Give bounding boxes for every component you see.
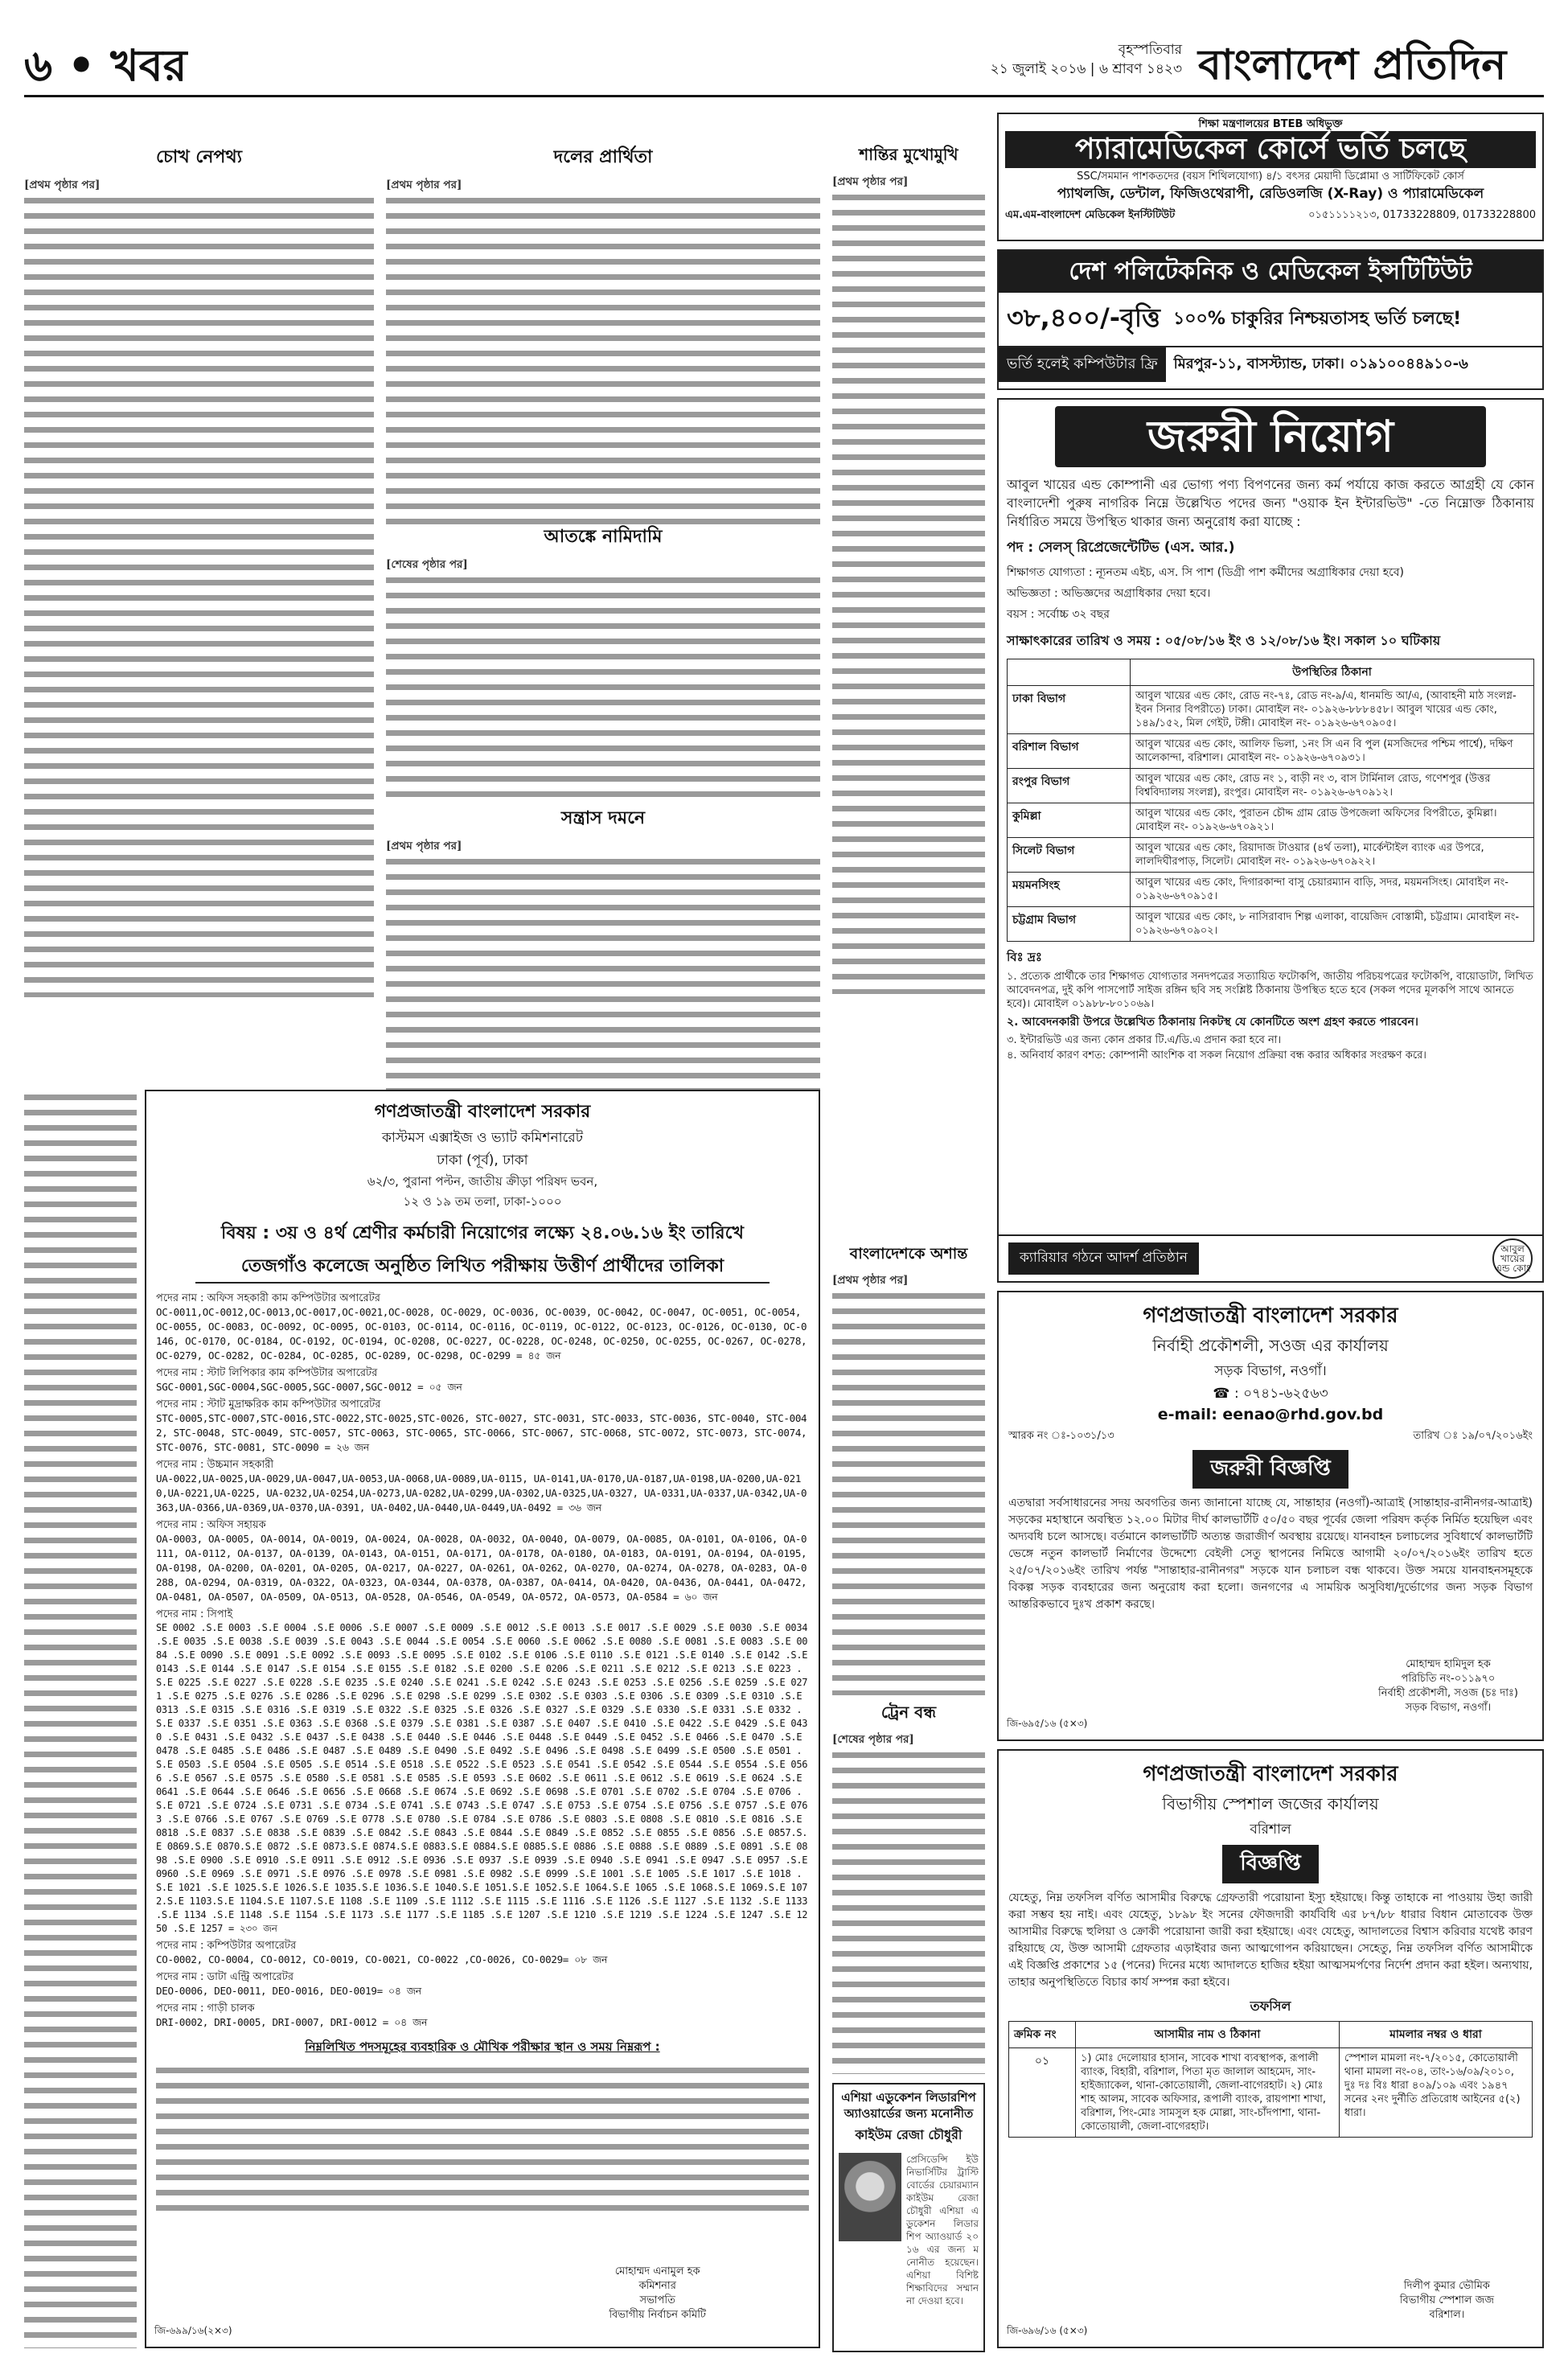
notice-govt-title: গণপ্রজাতন্ত্রী বাংলাদেশ সরকার [1143, 1762, 1398, 1786]
header-rule [24, 95, 1544, 97]
article-title: আতঙ্কে নামিদামি [544, 526, 663, 547]
signer-place: সড়ক বিভাগ, নওগাঁ। [1405, 1702, 1492, 1714]
article-lead: [প্রথম পৃষ্ঠার পর] [832, 1274, 909, 1287]
article-train-bondho [832, 1701, 985, 2071]
article-chokh-nepothyo [24, 143, 374, 1084]
accused-table [1008, 2021, 1533, 2138]
table-row [1008, 907, 1534, 942]
table-row [1008, 734, 1534, 769]
signer-title: নির্বাহী প্রকৌশলী, সওজ (চঃ দাঃ) [1378, 1687, 1518, 1699]
division-address: আবুল খায়ের এন্ড কোং, আলিফ ভিলা, ১নং সি এন বি পুল (মসজিদের পশ্চিম পার্শ্বে), দক্ষিণ আলেকান্দা, বরিশাল। মোবাইল নং- ০১৯২৬-৬৭০৯৩১। [1131, 734, 1534, 769]
notice-subject-2: তেজগাঁও কলেজে অনুষ্ঠিত লিখিত পরীক্ষায় উত্তীর্ণ প্রার্থীদের তালিকা [195, 1252, 770, 1284]
article-lead: [প্রথম পৃষ্ঠার পর] [386, 840, 462, 852]
article-lead: [প্রথম পৃষ্ঠার পর] [24, 179, 101, 191]
customs-notice [145, 1090, 820, 2348]
article-shantir-mukhomukhi [832, 143, 985, 1132]
post-name: পদের নাম : সিপাই [156, 1608, 233, 1620]
serial-no: ০১ [1009, 2048, 1076, 2138]
paramedical-sub: SSC/সমমান পাশকতদের (বয়স শিথিলযোগ্য) ৪/১ বৎসর মেয়াদী ডিপ্লোমা ও সার্টিফিকেট কোর্স [1077, 170, 1464, 183]
issue-day: বৃহস্পতিবার [1118, 42, 1182, 58]
table-row [1008, 803, 1534, 838]
job-age: বয়স : সর্বোচ্চ ৩২ বছর [1007, 608, 1110, 621]
job-interview: সাক্ষাৎকারের তারিখ ও সময় : ০৫/০৮/১৬ ইং ও ১২/০৮/১৬ ইং। সকাল ১০ ঘটিকায় [1007, 633, 1441, 648]
issue-date [933, 40, 1182, 79]
post-name: পদের নাম : গাড়ী চালক [156, 2002, 255, 2015]
signer-id: পরিচিতি নং-০১১৯৭০ [1401, 1673, 1496, 1685]
article-title: শান্তির মুখোমুখি [859, 145, 958, 164]
award-title: এশিয়া এডুকেশন লিডারশিপ অ্যাওয়ার্ডের জন্য মনোনীত [841, 2090, 976, 2121]
company-logo: আবুল খায়ের এন্ড কোং [1492, 1238, 1533, 1279]
post-block [156, 1458, 809, 1515]
notice-address-1: ৬২/৩, পুরানা পল্টন, জাতীয় ক্রীড়া পরিষদ ভবন, [367, 1174, 598, 1189]
polytechnic-title: দেশ পলিটেকনিক ও মেডিকেল ইন্সটিটিউট [999, 251, 1542, 293]
article-body [832, 1273, 985, 1695]
job-qualification: শিক্ষাগত যোগ্যতা : ন্যূনতম এইচ, এস. সি পাশ (ডিগ্রী পাশ কর্মীদের অগ্রাধিকার দেয়া হবে) [1007, 566, 1404, 579]
judge-notice [997, 1749, 1544, 2348]
article-body [832, 175, 985, 1136]
polytechnic-address: মিরপুর-১১, বাসস্ট্যান্ড, ঢাকা। ০১৯১০০৪৪৯১০-৬ [1173, 355, 1468, 372]
job-table-head: উপস্থিতির ঠিকানা [1131, 659, 1534, 686]
roll-list: STC-0005,STC-0007,STC-0016,STC-0022,STC-0025,STC-0026, STC-0027, STC-0031, STC-0033, STC-0036, STC-0040, STC-0042, STC-0048, STC-0049, STC-0057, STC-0063, STC-0065, STC-0066, STC-0067, STC-0068, STC-0072, STC-0073, STC-0074, STC-0076, STC-0081, STC-0090 = ২৬ জন [156, 1412, 807, 1453]
article-text-lines [386, 854, 820, 1090]
notice-body: এতদ্বারা সর্বসাধারনের সদয় অবগতির জন্য জানানো যাচ্ছে যে, সান্তাহার (নওগাঁ)-আত্রাই (সান্তাহার-রানীনগর-আত্রাই) সড়কের মহাস্থানে অবস্থিত ১২.০০ মিটার দীর্ঘ কালভার্টটি ৫০/৫০ বছর পূর্বের জেলা পরিষদ কর্তৃক নির্মিত হয়েছিল এবং অদ্যবধি চলে আসছে। বর্তমানে কালভার্টটি অত্যন্ত জরাজীর্ণ অবস্থায় রয়েছে। যানবাহন চলাচলের সুবিধার্থে কালভার্টটি ভেঙ্গে নতুন কালভার্ট নির্মাণের উদ্দেশ্যে বেইলী সেতু স্থাপনের নিমিত্তে আগামী ২০/০৭/২০১৬ইং তারিখ হতে ২৫/০৭/২০১৬ইং তারিখ পর্যন্ত "সান্তাহার-রানীনগর" সড়কে যান চলাচল বন্ধ থাকবে। উক্ত সময়ে যানবাহনসমূহকে বিকল্প সড়ক ব্যবহারের জন্য অনুরোধ করা হলো। জনগণের এ সাময়িক অসুবিধা/দুর্ভোগের জন্য সড়ক বিভাগ আন্তরিকভাবে দুঃখ প্রকাশ করছে। [1008, 1497, 1533, 1611]
job-note: ২. আবেদনকারী উপরে উল্লেখিত ঠিকানায় নিকটস্থ যে কোনটিতে অংশ গ্রহণ করতে পারবেন। [1007, 1016, 1418, 1029]
division-address: আবুল খায়ের এন্ড কোং, রিয়াদাজ টাওয়ার (৪র্থ তলা), মার্কেন্টাইল ব্যাংক এর উপরে, লালদিঘীরপাড়, সিলেট। মোবাইল নং- ০১৯২৬-৬৭০৯২২। [1131, 838, 1534, 873]
division-address: আবুল খায়ের এন্ড কোং, দিগারকান্দা বাসু চেয়ারম্যান বাড়ি, সদর, ময়মনসিংহ। মোবাইল নং- ০১৯২৬-৬৭০৯১৫। [1131, 873, 1534, 907]
notice-location: ঢাকা (পূর্ব), ঢাকা [437, 1152, 528, 1169]
article-text-lines [24, 193, 374, 997]
award-ad [832, 2083, 985, 2352]
job-experience: অভিজ্ঞতা : অভিজ্ঞদের অগ্রাধিকার দেয়া হবে। [1007, 587, 1211, 600]
signer-name: মোহাম্মদ হামিদুল হক [1406, 1658, 1491, 1670]
division-address: আবুল খায়ের এন্ড কোং, পুরাতন চৌদ্দ গ্রাম রোড উপজেলা অফিসের বিপরীতে, কুমিল্লা। মোবাইল নং- ০১৯২৬-৬৭০৯২১। [1131, 803, 1534, 838]
table-row [1008, 686, 1534, 734]
notice-location: সড়ক বিভাগ, নওগাঁ। [1214, 1363, 1327, 1379]
rhd-signature [1378, 1657, 1518, 1715]
table-row [1009, 2048, 1533, 2138]
roll-list: UA-0022,UA-0025,UA-0029,UA-0047,UA-0053,UA-0068,UA-0089,UA-0115, UA-0141,UA-0170,UA-0187,UA-0198,UA-0200,UA-0210,UA-0221,UA-0225, UA-0232,UA-0254,UA-0273,UA-0282,UA-0299,UA-0302,UA-0325,UA-0327, UA-0331,UA-0337,UA-0342,UA-0363,UA-0366,UA-0369,UA-0370,UA-0391, UA-0402,UA-0440,UA-0449,UA-0492 = ৩৬ জন [156, 1472, 807, 1514]
table-row [1008, 769, 1534, 803]
notice-ref: জি-৬৯৫/১৬ (৫×৩) [1007, 1718, 1088, 1729]
customs-signature [609, 2265, 706, 2323]
notice-office: কাস্টমস এক্সাইজ ও ভ্যাট কমিশনারেট [381, 1130, 584, 1146]
post-name: পদের নাম : অফিস সহায়ক [156, 1519, 266, 1531]
post-name: পদের নাম : স্টাট মুদ্রাক্ষরিক কাম কম্পিউটার অপারেটর [156, 1399, 381, 1411]
notice-subject: বিষয় : ৩য় ও ৪র্থ শ্রেণীর কর্মচারী নিয়োগের লক্ষ্যে ২৪.০৬.১৬ ইং তারিখে [221, 1223, 744, 1243]
award-portrait [839, 2153, 901, 2241]
job-note: ৪. অনিবার্য কারণ বশত: কোম্পানী আংশিক বা সকল নিয়োগ প্রক্রিয়া বন্ধ করার অধিকার সংরক্ষণ করে। [1007, 1049, 1426, 1062]
article-text-lines [386, 573, 820, 807]
notice-location: বরিশাল [1250, 1822, 1291, 1838]
post-block [156, 1518, 809, 1604]
article-text-lines [832, 1748, 985, 2074]
notice-office: নির্বাহী প্রকৌশলী, সওজ এর কার্যালয় [1152, 1336, 1389, 1355]
division-address: আবুল খায়ের এন্ড কোং, রোড নং-৭ঃ, রোড নং-৯/এ, ধানমন্ডি আ/এ, (আবাহনী মাঠ সংলগ্ন- ইবন সিনার বিপরীতে) ঢাকা। মোবাইল নং- ০১৯২৬-৮৮৮৪৫৮। আবুল খায়ের এন্ড কোং, ১৪৯/১৫২, মিল গেইট, টঙ্গী। মোবাইল নং- ০১৯২৬-৬৭০৯০৫। [1131, 686, 1534, 734]
rhd-notice [997, 1291, 1544, 1741]
signer-place: বরিশাল। [1429, 2309, 1465, 2321]
article-doler-prarthita [386, 143, 820, 521]
notice-title: জরুরী বিজ্ঞপ্তি [1192, 1450, 1348, 1489]
post-block [156, 1366, 809, 1394]
division-name: রংপুর বিভাগ [1008, 769, 1131, 803]
job-intro: আবুল খায়ের এন্ড কোম্পানী এর ভোগ্য পণ্য বিপণনের জন্য কর্ম পর্যায়ে কাজ করতে আগ্রহী যে কোন বাংলাদেশী পুরুষ নাগরিক নিম্নে উল্লেখিত পদের জন্য "ওয়াক ইন ইন্টারভিউ" -তে নিম্নোক্ত ঠিকানায় নির্ধারিত সময়ে উপস্থিত থাকার জন্য অনুরোধ করা যাচ্ছে : [1007, 477, 1534, 529]
award-body: প্রেসিডেন্সি ইউনিভার্সিটির ট্রাস্টি বোর্ডের চেয়ারম্যান কাইউম রেজা চৌধুরী এশিয়া এডুকেশন লিডারশিপ অ্যাওয়ার্ড ২০১৬ এর জন্য মনোনীত হয়েছেন। এশিয়া বিশিষ্ট শিক্ষাবিদের সম্মাননা দেওয়া হবে। [906, 2154, 979, 2306]
job-note: ৩. ইন্টারভিউ এর জন্য কোন প্রকার টি.এ/ডি.এ প্রদান করা হবে না। [1007, 1034, 1282, 1046]
article-lead: [শেষের পৃষ্ঠার পর] [832, 1733, 914, 1746]
article-title: সন্ত্রাস দমনে [560, 807, 646, 828]
notice-ref: জি-৬৯৯/১৬(২×৩) [154, 2325, 232, 2336]
job-post: পদ : সেলস্ রিপ্রেজেন্টেটিভ (এস. আর.) [1007, 540, 1235, 556]
issue-date-text: ২১ জুলাই ২০১৬ | ৬ শ্রাবণ ১৪২৩ [990, 61, 1182, 77]
article-title: ট্রেন বন্ধ [880, 1702, 937, 1722]
post-block [156, 1970, 809, 1998]
division-name: বরিশাল বিভাগ [1008, 734, 1131, 769]
article-text-lines [832, 190, 985, 994]
article-body [386, 557, 820, 807]
article-continuation [24, 1090, 137, 2348]
post-block [156, 1398, 809, 1455]
signer-sub: সভাপতি [639, 2294, 675, 2306]
roll-list: DRI-0002, DRI-0005, DRI-0007, DRI-0012 = ০৪ জন [156, 2016, 428, 2028]
notice-address-2: ১২ ও ১৯ তম তলা, ঢাকা-১০০০ [403, 1194, 562, 1209]
accused-details: ১) মোঃ দেলোয়ার হাসান, সাবেক শাখা ব্যবস্থাপক, রূপালী ব্যাংক, বিহারী, বরিশাল, পিতা মৃত জালাল আহমেদ, সাং-হাইজ্যাকেল, থানা-কোতোয়ালী, জেলা-বাগেরহাট। ২) মোঃ শাহ আলম, সাবেক অফিসার, রূপালী ব্যাংক, রায়পাশা শাখা, বরিশাল, পিং-মোঃ সামসুল হক মোল্লা, সাং-চাঁদপাশা, থানা-কোতোয়ালী, জেলা-বাগেরহাট। [1076, 2048, 1340, 2138]
col-accused: আসামীর নাম ও ঠিকানা [1076, 2022, 1340, 2048]
article-title: দলের প্রার্থিতা [553, 146, 653, 167]
article-body [386, 178, 820, 528]
signer-sub2: বিভাগীয় নির্বাচন কমিটি [609, 2309, 706, 2321]
roll-list: OC-0011,OC-0012,OC-0013,OC-0017,OC-0021,OC-0028, OC-0029, OC-0036, OC-0039, OC-0042, OC-0047, OC-0051, OC-0054, OC-0055, OC-0083, OC-0092, OC-0095, OC-0103, OC-0114, OC-0116, OC-0119, OC-0122, OC-0123, OC-0126, OC-0130, OC-0146, OC-0170, OC-0184, OC-0192, OC-0194, OC-0208, OC-0227, OC-0228, OC-0248, OC-0250, OC-0255, OC-0267, OC-0278, OC-0279, OC-0282, OC-0284, OC-0285, OC-0289, OC-0298, OC-0299 = ৪৫ জন [156, 1306, 807, 1362]
table-row [1008, 838, 1534, 873]
polytechnic-ad [997, 249, 1544, 390]
post-name: পদের নাম : অফিস সহকারী কাম কম্পিউটার অপারেটর [156, 1292, 380, 1304]
award-name: কাইউম রেজা চৌধুরী [855, 2127, 963, 2142]
roll-list: SGC-0001,SGC-0004,SGC-0005,SGC-0007,SGC-0012 = ০৫ জন [156, 1381, 462, 1393]
table-row [1008, 873, 1534, 907]
exam-schedule-text [156, 2063, 809, 2216]
job-title: জরুরী নিয়োগ [1055, 406, 1486, 467]
signer-title: বিভাগীয় স্পেশাল জজ [1399, 2294, 1494, 2306]
article-lead: [প্রথম পৃষ্ঠার পর] [832, 175, 909, 188]
paramedical-ad [997, 113, 1544, 241]
paramedical-top: শিক্ষা মন্ত্রণালয়ের BTEB অধিভুক্ত [1198, 118, 1343, 130]
signer-title: কমিশনার [638, 2280, 676, 2292]
post-name: পদের নাম : স্টাট লিপিকার কাম কম্পিউটার অপারেটর [156, 1367, 378, 1379]
post-name: পদের নাম : কম্পিউটার অপারেটর [156, 1940, 297, 1952]
notice-govt-title: গণপ্রজাতন্ত্রী বাংলাদেশ সরকার [374, 1102, 591, 1122]
article-lead: [প্রথম পৃষ্ঠার পর] [386, 179, 462, 191]
col-serial: ক্রমিক নং [1009, 2022, 1076, 2048]
paramedical-institute: এম.এম-বাংলাদেশ মেডিকেল ইনস্টিটিউট [1005, 209, 1176, 221]
roll-list: OA-0003, OA-0005, OA-0014, OA-0019, OA-0024, OA-0028, OA-0032, OA-0040, OA-0079, OA-0085, OA-0101, OA-0106, OA-0111, OA-0112, OA-0137, OA-0139, OA-0143, OA-0151, OA-0171, OA-0178, OA-0180, OA-0183, OA-0191, OA-0194, OA-0195, OA-0198, OA-0200, OA-0201, OA-0205, OA-0217, OA-0227, OA-0261, OA-0262, OA-0270, OA-0274, OA-0278, OA-0283, OA-0288, OA-0294, OA-0319, OA-0322, OA-0323, OA-0344, OA-0378, OA-0387, OA-0414, OA-0420, OA-0436, OA-0441, OA-0472, OA-0481, OA-0507, OA-0509, OA-0513, OA-0528, OA-0546, OA-0549, OA-0572, OA-0573, OA-0584 = ৬০ জন [156, 1533, 807, 1603]
post-block [156, 2002, 809, 2030]
paramedical-courses: প্যাথলজি, ডেন্টাল, ফিজিওথেরাপী, রেডিওলজি (X-Ray) ও প্যারামেডিকেল [1057, 186, 1484, 202]
job-ad [997, 398, 1544, 1283]
roll-list: SE 0002 .S.E 0003 .S.E 0004 .S.E 0006 .S.E 0007 .S.E 0009 .S.E 0012 .S.E 0013 .S.E 0017 .S.E 0029 .S.E 0030 .S.E 0034 .S.E 0035 .S.E 0038 .S.E 0039 .S.E 0043 .S.E 0044 .S.E 0054 .S.E 0060 .S.E 0062 .S.E 0080 .S.E 0081 .S.E 0083 .S.E 0084 .S.E 0090 .S.E 0091 .S.E 0092 .S.E 0093 .S.E 0095 .S.E 0102 .S.E 0106 .S.E 0110 .S.E 0121 .S.E 0140 .S.E 0142 .S.E 0143 .S.E 0144 .S.E 0147 .S.E 0154 .S.E 0155 .S.E 0182 .S.E 0200 .S.E 0206 .S.E 0211 .S.E 0212 .S.E 0213 .S.E 0223 .S.E 0225 .S.E 0227 .S.E 0228 .S.E 0235 .S.E 0240 .S.E 0241 .S.E 0242 .S.E 0243 .S.E 0253 .S.E 0256 .S.E 0259 .S.E 0271 .S.E 0275 .S.E 0276 .S.E 0286 .S.E 0296 .S.E 0298 .S.E 0299 .S.E 0302 .S.E 0303 .S.E 0306 .S.E 0309 .S.E 0310 .S.E 0313 .S.E 0315 .S.E 0316 .S.E 0319 .S.E 0322 .S.E 0325 .S.E 0326 .S.E 0327 .S.E 0329 .S.E 0330 .S.E 0331 .S.E 0332 .S.E 0337 .S.E 0351 .S.E 0363 .S.E 0368 .S.E 0379 .S.E 0381 .S.E 0387 .S.E 0407 .S.E 0410 .S.E 0422 .S.E 0429 .S.E 0430 .S.E 0431 .S.E 0432 .S.E 0437 .S.E 0438 .S.E 0440 .S.E 0446 .S.E 0448 .S.E 0449 .S.E 0452 .S.E 0466 .S.E 0470 .S.E 0478 .S.E 0485 .S.E 0486 .S.E 0487 .S.E 0489 .S.E 0490 .S.E 0492 .S.E 0496 .S.E 0498 .S.E 0499 .S.E 0500 .S.E 0501 .S.E 0503 .S.E 0504 .S.E 0505 .S.E 0514 .S.E 0518 .S.E 0522 .S.E 0523 .S.E 0541 .S.E 0542 .S.E 0544 .S.E 0554 .S.E 0566 .S.E 0567 .S.E 0575 .S.E 0580 .S.E 0581 .S.E 0585 .S.E 0593 .S.E 0602 .S.E 0611 .S.E 0612 .S.E 0619 .S.E 0624 .S.E 0641 .S.E 0644 .S.E 0646 .S.E 0656 .S.E 0668 .S.E 0674 .S.E 0692 .S.E 0698 .S.E 0701 .S.E 0702 .S.E 0704 .S.E 0706 .S.E 0721 .S.E 0724 .S.E 0731 .S.E 0734 .S.E 0741 .S.E 0743 .S.E 0747 .S.E 0753 .S.E 0754 .S.E 0756 .S.E 0757 .S.E 0763 .S.E 0766 .S.E 0767 .S.E 0769 .S.E 0778 .S.E 0780 .S.E 0784 .S.E 0786 .S.E 0803 .S.E 0808 .S.E 0810 .S.E 0816 .S.E 0818 .S.E 0837 .S.E 0838 .S.E 0839 .S.E 0842 .S.E 0843 .S.E 0844 .S.E 0849 .S.E 0852 .S.E 0855 .S.E 0856 .S.E 0857.S.E 0869.S.E 0870.S.E 0872 .S.E 0873.S.E 0874.S.E 0883.S.E 0884.S.E 0885.S.E 0886 .S.E 0888 .S.E 0889 .S.E 0891 .S.E 0898 .S.E 0900 .S.E 0910 .S.E 0911 .S.E 0912 .S.E 0936 .S.E 0937 .S.E 0939 .S.E 0940 .S.E 0941 .S.E 0947 .S.E 0957 .S.E 0960 .S.E 0969 .S.E 0971 .S.E 0976 .S.E 0978 .S.E 0981 .S.E 0982 .S.E 0999 .S.E 1001 .S.E 1005 .S.E 1017 .S.E 1018 .S.E 1021 .S.E 1025.S.E 1026.S.E 1035.S.E 1036.S.E 1040.S.E 1051.S.E 1052.S.E 1064.S.E 1065 .S.E 1068.S.E 1069.S.E 1072.S.E 1103.S.E 1104.S.E 1107.S.E 1108 .S.E 1109 .S.E 1112 .S.E 1115 .S.E 1116 .S.E 1126 .S.E 1127 .S.E 1132 .S.E 1133 .S.E 1134 .S.E 1148 .S.E 1154 .S.E 1173 .S.E 1177 .S.E 1185 .S.E 1207 .S.E 1210 .S.E 1219 .S.E 1224 .S.E 1247 .S.E 1250 .S.E 1257 = ২৩০ জন [156, 1622, 808, 1934]
article-text-lines [386, 193, 820, 528]
article-text-lines [24, 1090, 137, 2348]
division-name: কুমিল্লা [1008, 803, 1131, 838]
post-block [156, 1292, 809, 1363]
post-name: পদের নাম : উচ্চমান সহকারী [156, 1459, 274, 1471]
article-text-lines [832, 1288, 985, 1695]
page-number: ৬ • খবর [24, 39, 187, 91]
roll-list: CO-0002, CO-0004, CO-0012, CO-0019, CO-0021, CO-0022 ,CO-0026, CO-0029= ০৮ জন [156, 1953, 608, 1965]
paramedical-phone: ০১৫১১১১২১৩, 01733228809, 01733228800 [1308, 209, 1536, 221]
notice-memo: স্মারক নং ঃ-১০৩১/১৩ [1008, 1430, 1114, 1442]
division-name: চট্টগ্রাম বিভাগ [1008, 907, 1131, 942]
job-address-table [1007, 659, 1534, 942]
notice-date: তারিখ ঃ ১৯/০৭/২০১৬ইং [1413, 1430, 1533, 1442]
case-details: স্পেশাল মামলা নং-৭/২০১৫, কোতোয়ালী থানা মামলা নং-০৪, তাং-১৬/০৯/২০১০, দুঃ দঃ বিঃ ধারা ৪০৯/১০৯ এবং ১৯৪৭ সনের ২নং দুর্নীতি প্রতিরোধ আইনের ৫(২) ধারা। [1339, 2048, 1532, 2138]
article-bangladeshke-oshanto [832, 1242, 985, 1693]
signer-name: দিলীপ কুমার ভৌমিক [1403, 2280, 1490, 2292]
job-note: ১. প্রত্যেক প্রার্থীকে তার শিক্ষাগত যোগ্যতার সনদপত্রের সত্যায়িত ফটোকপি, জাতীয় পরিচয়পত্রের ফটোকপি, বায়োডাটা, লিখিত আবেদনপত্র, দুই কপি পাসপোর্ট সাইজ রঙ্গিন ছবি সহ সংশ্লিষ্ট ঠিকানায় উপস্থিত হতে হবে (সকল পদের মূলকপি সাথে আনতে হবে)। মোবাইল ০১৯৮৮-৮০১০৬৯। [1007, 971, 1533, 1010]
article-lead: [শেষের পৃষ্ঠার পর] [386, 558, 468, 571]
newspaper-logo: বাংলাদেশ প্রতিদিন [1198, 40, 1507, 89]
article-body [832, 1732, 985, 2074]
notice-title: বিজ্ঞপ্তি [1222, 1845, 1319, 1883]
division-name: ঢাকা বিভাগ [1008, 686, 1131, 734]
division-name: ময়মনসিংহ [1008, 873, 1131, 907]
col-case: মামলার নম্বর ও ধারা [1339, 2022, 1532, 2048]
post-block [156, 1939, 809, 1967]
polytechnic-free: ভর্তি হলেই কম্পিউটার ফ্রি [999, 347, 1166, 382]
job-footer [999, 1234, 1542, 1281]
tofsil-title: তফসিল [1250, 1998, 1291, 2014]
post-name: পদের নাম : ডাটা এন্ট্রি অপারেটর [156, 1971, 293, 1983]
polytechnic-amount: ৩৮,৪০০/-বৃত্তি [1007, 302, 1160, 333]
division-address: আবুল খায়ের এন্ড কোং, রোড নং ১, বাড়ী নং ৩, বাস টার্মিনাল রোড, গণেশপুর (উত্তর বিশ্ববিদ্যালয় সংলগ্ন), রংপুর। মোবাইল নং- ০১৯২৬-৬৭০৯১২। [1131, 769, 1534, 803]
signer-name: মোহাম্মদ এনামুল হক [614, 2265, 700, 2277]
article-atonke-namidami [386, 523, 820, 800]
job-tagline: ক্যারিয়ার গঠনে আদর্শ প্রতিষ্ঠান [1008, 1242, 1199, 1275]
article-title: বাংলাদেশকে অশান্ত [849, 1245, 968, 1263]
notice-govt-title: গণপ্রজাতন্ত্রী বাংলাদেশ সরকার [1143, 1304, 1398, 1328]
paramedical-title: প্যারামেডিকেল কোর্সে ভর্তি চলছে [1005, 131, 1536, 168]
notice-phone: ☎ : ০৭৪১-৬২৫৬৩ [1213, 1386, 1328, 1402]
job-note-head: বিঃ দ্রঃ [1007, 950, 1042, 964]
article-body [24, 178, 374, 1090]
polytechnic-guarantee: ১০০% চাকুরির নিশ্চয়তাসহ ভর্তি চলছে! [1172, 308, 1462, 329]
article-body [386, 839, 820, 1090]
notice-office: বিভাগীয় স্পেশাল জজের কার্যালয় [1162, 1794, 1379, 1813]
exam-schedule-heading: নিম্নলিখিত পদসমূহের ব্যবহারিক ও মৌখিক পরীক্ষার স্থান ও সময় নিম্নরূপ : [305, 2039, 660, 2054]
schedule-text-lines [156, 2063, 809, 2216]
division-name: সিলেট বিভাগ [1008, 838, 1131, 873]
notice-email: e-mail: eenao@rhd.gov.bd [1157, 1406, 1384, 1423]
article-title: চোখ নেপথ্য [156, 146, 242, 167]
article-sontras-domone [386, 804, 820, 1084]
division-address: আবুল খায়ের এন্ড কোং, ৮ নাসিরাবাদ শিল্প এলাকা, বায়েজিদ বোস্তামী, চট্টগ্রাম। মোবাইল নং- ০১৯২৬-৬৭০৯০২। [1131, 907, 1534, 942]
judge-signature [1400, 2279, 1494, 2323]
post-block [156, 1608, 809, 1936]
notice-ref: জি-৬৯৬/১৬ (৫×৩) [1007, 2325, 1088, 2336]
roll-list: DEO-0006, DEO-0011, DEO-0016, DEO-0019= ০৪ জন [156, 1985, 421, 1997]
notice-body: যেহেতু, নিম্ন তফসিল বর্ণিত আসামীর বিরুদ্ধে গ্রেফতারী পরোয়ানা ইস্যু হইয়াছে। কিন্তু তাহাকে না পাওয়ায় উহা জারী করা সম্ভব হয় নাই। এবং যেহেতু, ১৮৯৮ ইং সনের ফৌজদারী কার্যবিধি এর ৮৭/৮৮ ধারার বিধান মোতাবেক উক্ত আসামীর বিরুদ্ধে হুলিয়া ও ক্রোকী পরোয়ানা জারী করা হইয়াছে। এবং যেহেতু, আদালতের বিশ্বাস করিবার যথেষ্ট কারণ রহিয়াছে যে, উক্ত আসামী গ্রেফতার এড়াইবার জন্য আত্মগোপন করিয়াছেন। সেহেতু, নিম্ন তফসিল বর্ণিত আসামীকে এই বিজ্ঞপ্তি প্রকাশের ১৫ (পনের) দিনের মধ্যে আদালতে হাজির হইয়া আত্মসমর্পণের নির্দেশ প্রদান করা হইল। অন্যথায়, তাহার অনুপস্থিতিতে বিচার কার্য সম্পন্ন করা হইবে। [1008, 1891, 1533, 1989]
